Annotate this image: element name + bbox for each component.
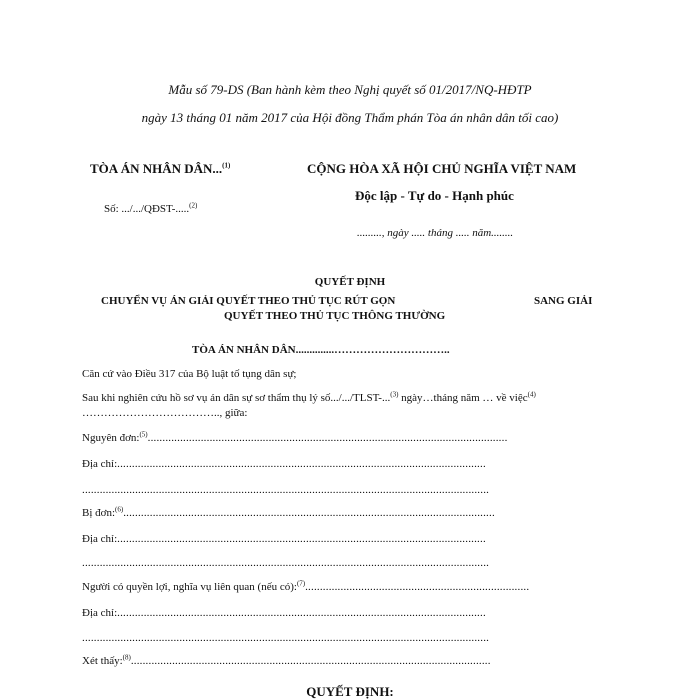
case-review-continuation: ……………………………….., giữa: (82, 407, 248, 419)
plaintiff-address-continuation: .......................................................................................................................................... (82, 484, 490, 496)
decision-subtitle-line1-end: SANG GIẢI (534, 295, 593, 307)
national-motto: Độc lập - Tự do - Hạnh phúc (355, 188, 514, 203)
defendant-address-label: Địa chỉ: (82, 533, 118, 545)
defendant-note: (6) (115, 505, 124, 514)
plaintiff-field: Nguyên đơn:$^{(5)}$.......................................................................................................................... (82, 430, 508, 444)
date-line: ........., ngày ..... tháng ..... năm........ (357, 227, 514, 239)
case-review-note-4: (4) (527, 390, 536, 399)
decision-subtitle-line1: CHUYỂN VỤ ÁN GIẢI QUYẾT THEO THỦ TỤC RÚT GỌN (101, 295, 396, 307)
related-party-note: (7) (296, 579, 306, 588)
related-party-label: Người có quyền lợi, nghĩa vụ liên quan (nếu có): (82, 581, 297, 593)
case-review-note-3: (3) (390, 390, 399, 399)
consideration-label: Xét thấy: (82, 655, 123, 667)
plaintiff-address-field: Địa chỉ:............................................................................................................................. (82, 458, 486, 470)
court-note: (1) (222, 161, 231, 170)
case-review-text-b: ngày…tháng năm … về việc (398, 392, 528, 404)
decision-number-text: Số: .../.../QĐST-..... (104, 203, 190, 215)
case-review-text-a: Sau khi nghiên cứu hồ sơ vụ án dân sự sơ thẩm thụ lý số.../.../TLST-... (82, 392, 391, 404)
republic-title: CỘNG HÒA XÃ HỘI CHỦ NGHĨA VIỆT NAM (307, 161, 577, 176)
defendant-address-continuation: .......................................................................................................................................... (82, 557, 490, 569)
related-party-field: Người có quyền lợi, nghĩa vụ liên quan (nếu có):$^{(7)}$............................................................................ (82, 579, 530, 593)
court-name (90, 161, 230, 177)
court-name-text: TÒA ÁN NHÂN DÂN (90, 161, 213, 176)
form-reference-line2: ngày 13 tháng 01 năm 2017 của Hội đồng Thẩm phán Tòa án nhân dân tối cao) (141, 110, 559, 125)
case-review (82, 392, 536, 404)
related-party-address-field: Địa chỉ:............................................................................................................................. (82, 607, 486, 619)
form-reference-line1: Mẫu số 79-DS (Ban hành kèm theo Nghị quyết số 01/2017/NQ-HĐTP (168, 82, 532, 97)
related-party-address-continuation: .......................................................................................................................................... (82, 632, 490, 644)
decision-title: QUYẾT ĐỊNH (314, 276, 386, 288)
defendant-label: Bị đơn: (82, 507, 116, 519)
court-line: TÒA ÁN NHÂN DÂN..............………………………….. (192, 344, 450, 356)
defendant-field: Bị đơn:$^{(6)}$.............................................................................................................................. (82, 505, 495, 519)
plaintiff-address-label: Địa chỉ: (82, 458, 118, 470)
court-name-fill: ... (212, 161, 223, 176)
decision-number-note: (2) (189, 201, 198, 210)
consideration-field: Xét thấy:$^{(8)}$.......................................................................................................................... (82, 653, 491, 667)
plaintiff-note: (5) (139, 430, 148, 439)
decision-number (104, 203, 197, 215)
defendant-address-field: Địa chỉ:............................................................................................................................. (82, 533, 486, 545)
related-party-address-label: Địa chỉ: (82, 607, 118, 619)
decision-heading: QUYẾT ĐỊNH: (306, 684, 394, 699)
legal-basis: Căn cứ vào Điều 317 của Bộ luật tố tụng dân sự; (82, 368, 297, 380)
decision-subtitle-line2: QUYẾT THEO THỦ TỤC THÔNG THƯỜNG (224, 310, 446, 322)
plaintiff-label: Nguyên đơn: (82, 432, 140, 444)
consideration-note: (8) (122, 653, 131, 662)
